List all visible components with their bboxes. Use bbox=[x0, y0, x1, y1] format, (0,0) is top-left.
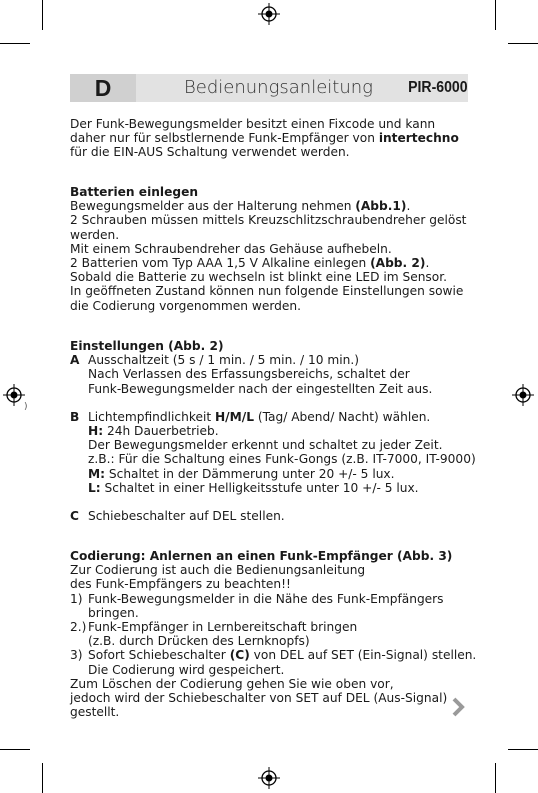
text-line: Bewegungsmelder aus der Halterung nehmen (Abb.1). bbox=[70, 199, 411, 214]
crop-mark bbox=[42, 763, 43, 793]
text-line: 2 Schrauben müssen mittels Kreuzschlitzschraubendreher gelöst bbox=[70, 213, 467, 228]
registration-mark-icon bbox=[512, 384, 534, 406]
text-line: bringen. bbox=[88, 605, 139, 620]
text-line: H: 24h Dauerbetrieb. bbox=[88, 423, 219, 438]
setting-label: B bbox=[70, 409, 80, 424]
section-heading: Einstellungen (Abb. 2) bbox=[70, 339, 224, 353]
text-line: In geöffneten Zustand können nun folgende Einstellungen sowie bbox=[70, 284, 464, 299]
step-number: 1) bbox=[70, 591, 83, 606]
text-line: Sobald die Batterie zu wechseln ist blinkt eine LED im Sensor. bbox=[70, 270, 447, 285]
text-line: Lichtempfindlichkeit H/M/L (Tag/ Abend/ Nacht) wählen. bbox=[88, 409, 431, 424]
text-line: Zum Löschen der Codierung gehen Sie wie oben vor, bbox=[70, 676, 394, 691]
text-line: Sofort Schiebeschalter (C) von DEL auf SET (Ein-Signal) stellen. bbox=[88, 648, 477, 663]
crop-mark bbox=[0, 749, 30, 750]
intro-paragraph bbox=[70, 117, 470, 160]
text-line: gestellt. bbox=[70, 705, 120, 720]
setting-c bbox=[70, 509, 470, 523]
registration-mark-icon bbox=[3, 384, 25, 406]
crop-mark bbox=[495, 763, 496, 793]
crop-mark bbox=[42, 0, 43, 30]
chevron-right-icon[interactable] bbox=[451, 697, 465, 717]
text-line: L: Schaltet in einer Helligkeitsstufe unter 10 +/- 5 lux. bbox=[88, 480, 419, 495]
step-number: 2.) bbox=[70, 619, 87, 634]
batteries-section bbox=[70, 185, 470, 313]
setting-label: A bbox=[70, 353, 80, 368]
step-2 bbox=[70, 620, 470, 648]
crop-mark bbox=[0, 43, 30, 44]
text-line: (z.B. durch Drücken des Lernknopfs) bbox=[88, 634, 310, 649]
text-line: Funk-Empfänger in Lernbereitschaft bringen bbox=[88, 619, 358, 634]
model-number: PIR-6000 bbox=[408, 79, 468, 96]
step-3 bbox=[70, 648, 477, 677]
brand-name: intertechno bbox=[378, 131, 459, 146]
text-line: Schiebeschalter auf DEL stellen. bbox=[88, 508, 285, 523]
step-number: 3) bbox=[70, 648, 83, 663]
text-line: Die Codierung wird gespeichert. bbox=[88, 662, 285, 677]
text-line: jedoch wird der Schiebeschalter von SET auf DEL (Aus-Signal) bbox=[70, 690, 448, 705]
text-line: M: Schaltet in der Dämmerung unter 20 +/- 5 lux. bbox=[88, 466, 395, 481]
text-line: Nach Verlassen des Erfassungsbereichs, schaltet der bbox=[88, 367, 410, 382]
coding-section bbox=[70, 549, 477, 720]
text-line: 2 Batterien vom Typ AAA 1,5 V Alkaline einlegen (Abb. 2). bbox=[70, 255, 430, 270]
text-line: Mit einem Schraubendreher das Gehäuse aufhebeln. bbox=[70, 241, 392, 256]
text-line: für die EIN-AUS Schaltung verwendet werden. bbox=[70, 145, 350, 160]
text-line: Funk-Bewegungsmelder in die Nähe des Funk-Empfängers bbox=[88, 591, 444, 606]
step-1 bbox=[70, 592, 470, 620]
settings-section bbox=[70, 339, 476, 523]
text-line: Zur Codierung ist auch die Bedienungsanleitung bbox=[70, 563, 366, 578]
text-line: daher nur für selbstlernende Funk-Empfänger von intertechno bbox=[70, 131, 459, 146]
page-title: Bedienungsanleitung bbox=[184, 77, 373, 98]
crop-mark bbox=[508, 43, 538, 44]
setting-a bbox=[70, 353, 470, 396]
registration-mark-icon bbox=[258, 767, 280, 789]
registration-mark-icon bbox=[258, 3, 280, 25]
text-line: z.B.: Für die Schaltung eines Funk-Gongs (z.B. IT-7000, IT-9000) bbox=[88, 452, 476, 467]
text-line: Der Bewegungsmelder erkennt und schaltet zu jeder Zeit. bbox=[88, 438, 443, 453]
crop-mark bbox=[495, 0, 496, 30]
section-heading: Codierung: Anlernen an einen Funk-Empfänger (Abb. 3) bbox=[70, 549, 453, 563]
text-line: die Codierung vorgenommen werden. bbox=[70, 298, 301, 313]
side-mark: ) bbox=[24, 402, 28, 412]
setting-b bbox=[70, 409, 476, 495]
text-line: Ausschaltzeit (5 s / 1 min. / 5 min. / 10 min.) bbox=[88, 353, 360, 368]
setting-label: C bbox=[70, 508, 79, 523]
section-heading: Batterien einlegen bbox=[70, 185, 199, 199]
language-tag: D bbox=[70, 74, 136, 102]
text-line: Der Funk-Bewegungsmelder besitzt einen Fixcode und kann bbox=[70, 117, 436, 131]
text-line: Funk-Bewegungsmelder nach der eingestellten Zeit aus. bbox=[88, 381, 433, 396]
crop-mark bbox=[508, 749, 538, 750]
text-line: werden. bbox=[70, 227, 120, 242]
text-line: des Funk-Empfängers zu beachten!! bbox=[70, 577, 291, 592]
